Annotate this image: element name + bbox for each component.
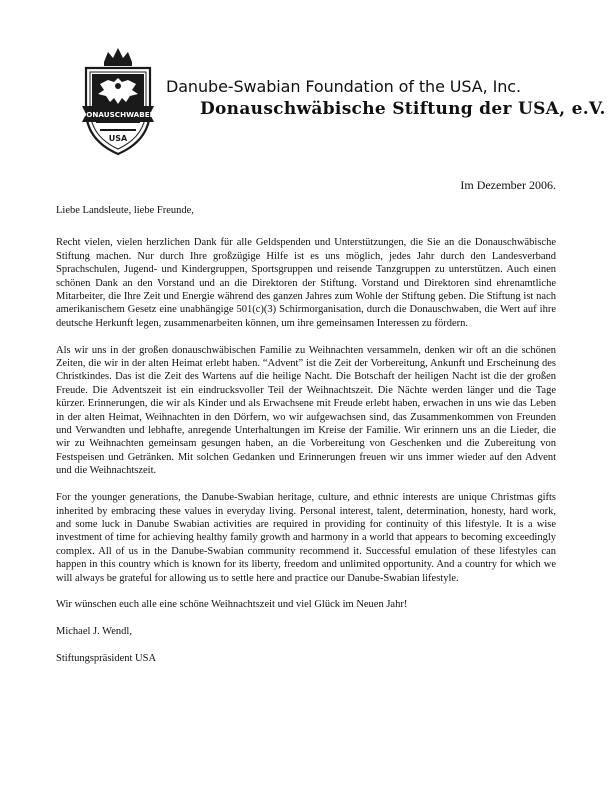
signature-title: Stiftungspräsident USA <box>56 652 157 664</box>
paragraph-thanks: Recht vielen, vielen herzlichen Dank für alle Geldspenden und Unterstützungen, die Sie an die Donauschwäbische Stiftung machen. Nur durch Ihre großzügige Hilfe ist es uns möglich, jedes Jahr durch den Landesverband Sprachschulen, Jugend- und Kindergruppen, Sportsgruppen und reisende Tanzgruppen zu unterstützen. Auch einen schönen Dank an den Vorstand und an die Direktoren der Stiftung. Vorstand und Direktoren sind ehrenamtliche Mitarbeiter, die Ihre Zeit und Energie während des ganzen Jahres zum Wohle der Stiftung geben. Die Stiftung ist nach amerikanischem Gesetz eine unabhängige 501(c)(3) Schirmorganisation, durch die Donauschwaben, die Wert auf ihre deutsche Herkunft legen, zusammenarbeiten können, um ihre gemeinsamen Interessen zu fördern. <box>56 237 556 329</box>
paragraph-wishes: Wir wünschen euch alle eine schöne Weihnachtszeit und viel Glück im Neuen Jahr! <box>56 599 408 611</box>
paragraph-younger-generations: For the younger generations, the Danube-Swabian heritage, culture, and ethnic interests are unique Christmas gifts inherited by embracing these values in everyday living. Personal interest, talent, determination, honesty, hard work, and some luck in Danube Swabian activities are required in providing for continuity of this lifestyle. It is a wise investment of time for achieving healthy family growth and harmony in a world that appears to becoming exceedingly complex. All of us in the Danube-Swabian community recommend it. Successful emulation of these lifestyles can happen in this country which is known for its liberty, freedom and unlimited opportunity. And a country for which we will always be grateful for allowing us to settle here and practice our Danube-Swabian lifestyle. <box>56 492 556 584</box>
org-name-english: Danube-Swabian Foundation of the USA, Inc. <box>166 77 521 96</box>
letter-body <box>56 204 556 679</box>
salutation: Liebe Landsleute, liebe Freunde, <box>56 205 194 216</box>
logo-ribbon-text: DONAUSCHWABEN <box>80 110 156 119</box>
logo-base-text: USA <box>108 134 128 143</box>
org-name-german: Donauschwäbische Stiftung der USA, e.V. <box>200 99 606 119</box>
signature-name: Michael J. Wendl, <box>56 626 132 638</box>
paragraph-advent: Als wir uns in der großen donauschwäbischen Familie zu Weihnachten versammeln, denken wir oft an die schönen Zeiten, die wir in der alten Heimat erlebt haben. “Advent” ist die Zeit der Vorbereitung, Ankunft und Erscheinung des Christkindes. Das ist die Zeit des Wartens auf die heilige Nacht. Die Botschaft der heiligen Nacht ist die der großen Freude. Die Adventszeit ist ein eindrucksvoller Teil der Weihnachtszeit. Die Nächte werden länger und die Tage kürzer. Erinnerungen, die wir als Kinder und als Erwachsene mit Freude erlebt haben, erwachen in uns wie das Leben in der alten Heimat, Weihnachten in den Dörfern, wo wir aufgewachsen sind, das Zusammenkommen von Freunden und Verwandten und lebhafte, anregende Unterhaltungen im Kreise der Familie. Wir erinnern uns an die Lieder, die wir zu Weihnachten gemeinsam gesungen haben, an die Vorbereitung von Geschenken und die Zubereitung von Festspeisen und Getränken. Mit solchen Gedanken und Erinnerungen freuen wir uns immer wieder auf den Advent und die Weihnachtszeit. <box>56 344 556 477</box>
coat-of-arms-crest-icon <box>80 44 156 158</box>
letter-date: Im Dezember 2006. <box>460 178 556 192</box>
